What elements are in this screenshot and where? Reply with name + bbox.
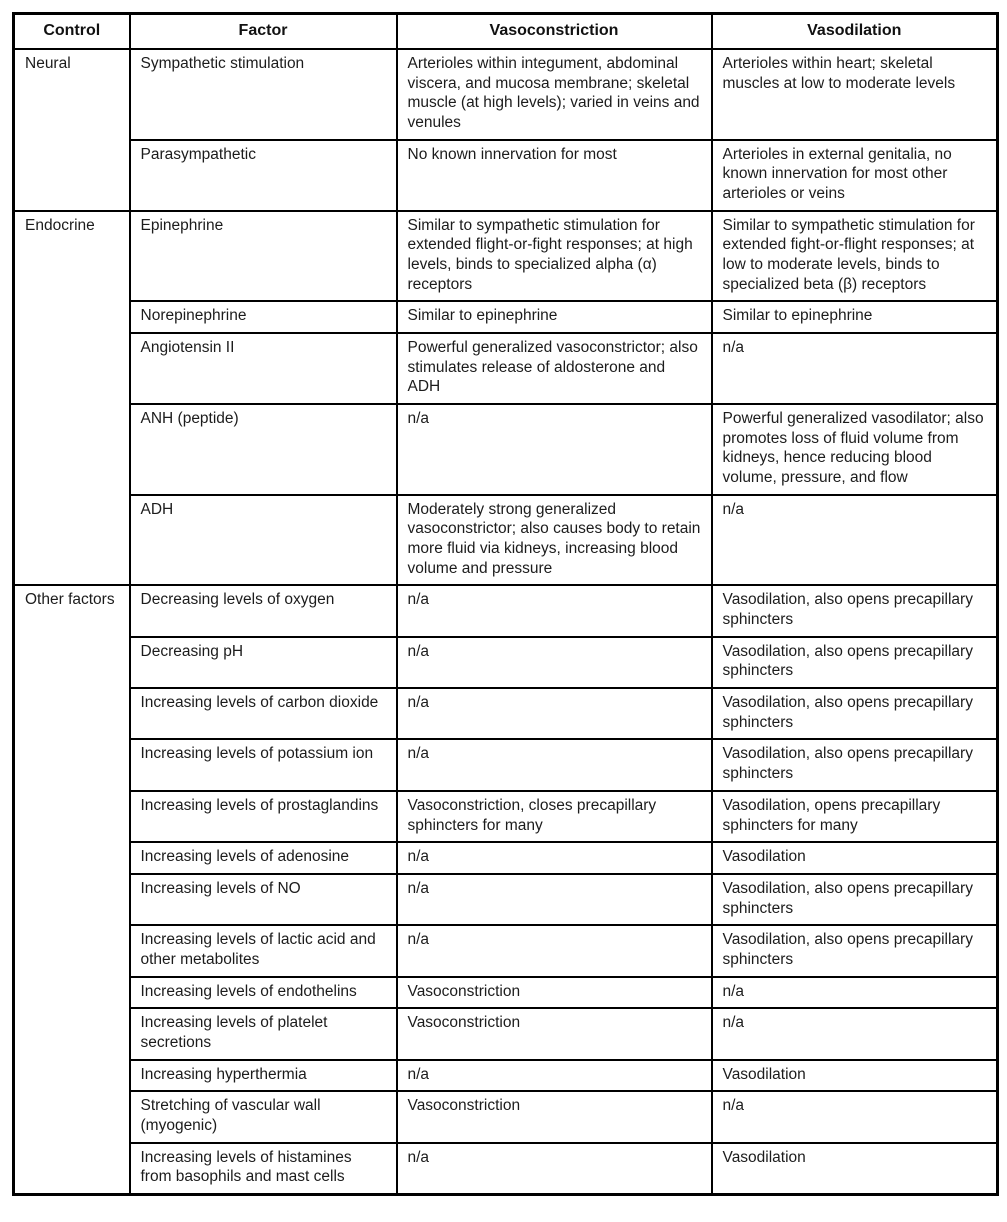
control-cell: Other factors bbox=[14, 585, 130, 1194]
table-row bbox=[14, 1060, 998, 1092]
factor-cell: Sympathetic stimulation bbox=[130, 49, 397, 140]
factor-cell: Angiotensin II bbox=[130, 333, 397, 404]
table-row bbox=[14, 585, 998, 636]
vasodilation-cell: n/a bbox=[712, 1091, 998, 1142]
factor-cell: ANH (peptide) bbox=[130, 404, 397, 495]
vasoconstriction-cell: Powerful generalized vasoconstrictor; also stimulates release of aldosterone and ADH bbox=[397, 333, 712, 404]
factor-cell: Norepinephrine bbox=[130, 301, 397, 333]
factor-cell: Increasing levels of histamines from basophils and mast cells bbox=[130, 1143, 397, 1195]
header-control: Control bbox=[14, 14, 130, 50]
table-row bbox=[14, 49, 998, 140]
vasoconstriction-cell: Vasoconstriction bbox=[397, 1008, 712, 1059]
header-factor: Factor bbox=[130, 14, 397, 50]
control-cell: Neural bbox=[14, 49, 130, 211]
header-vasodilation: Vasodilation bbox=[712, 14, 998, 50]
vasodilation-cell: Vasodilation, also opens precapillary sphincters bbox=[712, 925, 998, 976]
factor-cell: Decreasing levels of oxygen bbox=[130, 585, 397, 636]
vasodilation-cell: Vasodilation, also opens precapillary sphincters bbox=[712, 874, 998, 925]
factor-cell: Increasing levels of carbon dioxide bbox=[130, 688, 397, 739]
table-row bbox=[14, 1008, 998, 1059]
vasodilation-cell: Similar to epinephrine bbox=[712, 301, 998, 333]
vasodilation-cell: Similar to sympathetic stimulation for extended fight-or-flight responses; at low to moderate levels, binds to specialized beta (β) receptors bbox=[712, 211, 998, 302]
factor-cell: Increasing levels of prostaglandins bbox=[130, 791, 397, 842]
vasodilation-cell: n/a bbox=[712, 1008, 998, 1059]
table-row bbox=[14, 925, 998, 976]
factor-cell: Increasing levels of lactic acid and other metabolites bbox=[130, 925, 397, 976]
vasoconstriction-cell: Vasoconstriction bbox=[397, 1091, 712, 1142]
vascular-factors-table bbox=[12, 12, 999, 1196]
vasoconstriction-cell: n/a bbox=[397, 842, 712, 874]
vasodilation-cell: Vasodilation, also opens precapillary sphincters bbox=[712, 585, 998, 636]
table-row bbox=[14, 791, 998, 842]
vasoconstriction-cell: n/a bbox=[397, 404, 712, 495]
vasoconstriction-cell: n/a bbox=[397, 739, 712, 790]
table-row bbox=[14, 874, 998, 925]
control-cell: Endocrine bbox=[14, 211, 130, 586]
table-row bbox=[14, 1091, 998, 1142]
vasodilation-cell: n/a bbox=[712, 333, 998, 404]
factor-cell: Increasing levels of NO bbox=[130, 874, 397, 925]
vasodilation-cell: Vasodilation, also opens precapillary sphincters bbox=[712, 637, 998, 688]
factor-cell: Increasing levels of platelet secretions bbox=[130, 1008, 397, 1059]
vasodilation-cell: Vasodilation bbox=[712, 1143, 998, 1195]
vasoconstriction-cell: No known innervation for most bbox=[397, 140, 712, 211]
table-row bbox=[14, 140, 998, 211]
table-row bbox=[14, 739, 998, 790]
factor-cell: Increasing levels of adenosine bbox=[130, 842, 397, 874]
table-row bbox=[14, 495, 998, 586]
vasodilation-cell: Vasodilation, opens precapillary sphincters for many bbox=[712, 791, 998, 842]
table-row bbox=[14, 404, 998, 495]
factor-cell: Increasing hyperthermia bbox=[130, 1060, 397, 1092]
vasoconstriction-cell: Arterioles within integument, abdominal viscera, and mucosa membrane; skeletal muscle (at high levels); varied in veins and venules bbox=[397, 49, 712, 140]
factor-cell: ADH bbox=[130, 495, 397, 586]
table-row bbox=[14, 333, 998, 404]
vasodilation-cell: Vasodilation bbox=[712, 1060, 998, 1092]
vasoconstriction-cell: n/a bbox=[397, 585, 712, 636]
vasoconstriction-cell: Vasoconstriction bbox=[397, 977, 712, 1009]
factor-cell: Increasing levels of endothelins bbox=[130, 977, 397, 1009]
table-row bbox=[14, 301, 998, 333]
table-body bbox=[14, 49, 998, 1194]
vasoconstriction-cell: n/a bbox=[397, 1060, 712, 1092]
factor-cell: Increasing levels of potassium ion bbox=[130, 739, 397, 790]
factor-cell: Epinephrine bbox=[130, 211, 397, 302]
vasoconstriction-cell: n/a bbox=[397, 637, 712, 688]
vasoconstriction-cell: Vasoconstriction, closes precapillary sphincters for many bbox=[397, 791, 712, 842]
table-row bbox=[14, 977, 998, 1009]
vasodilation-cell: Powerful generalized vasodilator; also promotes loss of fluid volume from kidneys, hence reducing blood volume, pressure, and flow bbox=[712, 404, 998, 495]
header-vasoconstriction: Vasoconstriction bbox=[397, 14, 712, 50]
vasodilation-cell: Vasodilation bbox=[712, 842, 998, 874]
table-row bbox=[14, 842, 998, 874]
vasodilation-cell: Vasodilation, also opens precapillary sphincters bbox=[712, 739, 998, 790]
vasodilation-cell: n/a bbox=[712, 977, 998, 1009]
vasodilation-cell: n/a bbox=[712, 495, 998, 586]
vasoconstriction-cell: n/a bbox=[397, 1143, 712, 1195]
table-row bbox=[14, 1143, 998, 1195]
vasoconstriction-cell: Moderately strong generalized vasoconstrictor; also causes body to retain more fluid via kidneys, increasing blood volume and pressure bbox=[397, 495, 712, 586]
factor-cell: Parasympathetic bbox=[130, 140, 397, 211]
factor-cell: Stretching of vascular wall (myogenic) bbox=[130, 1091, 397, 1142]
vasoconstriction-cell: Similar to sympathetic stimulation for extended flight-or-fight responses; at high levels, binds to specialized alpha (α) receptors bbox=[397, 211, 712, 302]
vasodilation-cell: Arterioles in external genitalia, no known innervation for most other arterioles or veins bbox=[712, 140, 998, 211]
vasodilation-cell: Vasodilation, also opens precapillary sphincters bbox=[712, 688, 998, 739]
table-row bbox=[14, 637, 998, 688]
table-header bbox=[14, 14, 998, 50]
vasoconstriction-cell: n/a bbox=[397, 925, 712, 976]
factor-cell: Decreasing pH bbox=[130, 637, 397, 688]
vasoconstriction-cell: Similar to epinephrine bbox=[397, 301, 712, 333]
vasodilation-cell: Arterioles within heart; skeletal muscles at low to moderate levels bbox=[712, 49, 998, 140]
header-row bbox=[14, 14, 998, 50]
vasoconstriction-cell: n/a bbox=[397, 874, 712, 925]
table-row bbox=[14, 688, 998, 739]
table-row bbox=[14, 211, 998, 302]
vasoconstriction-cell: n/a bbox=[397, 688, 712, 739]
